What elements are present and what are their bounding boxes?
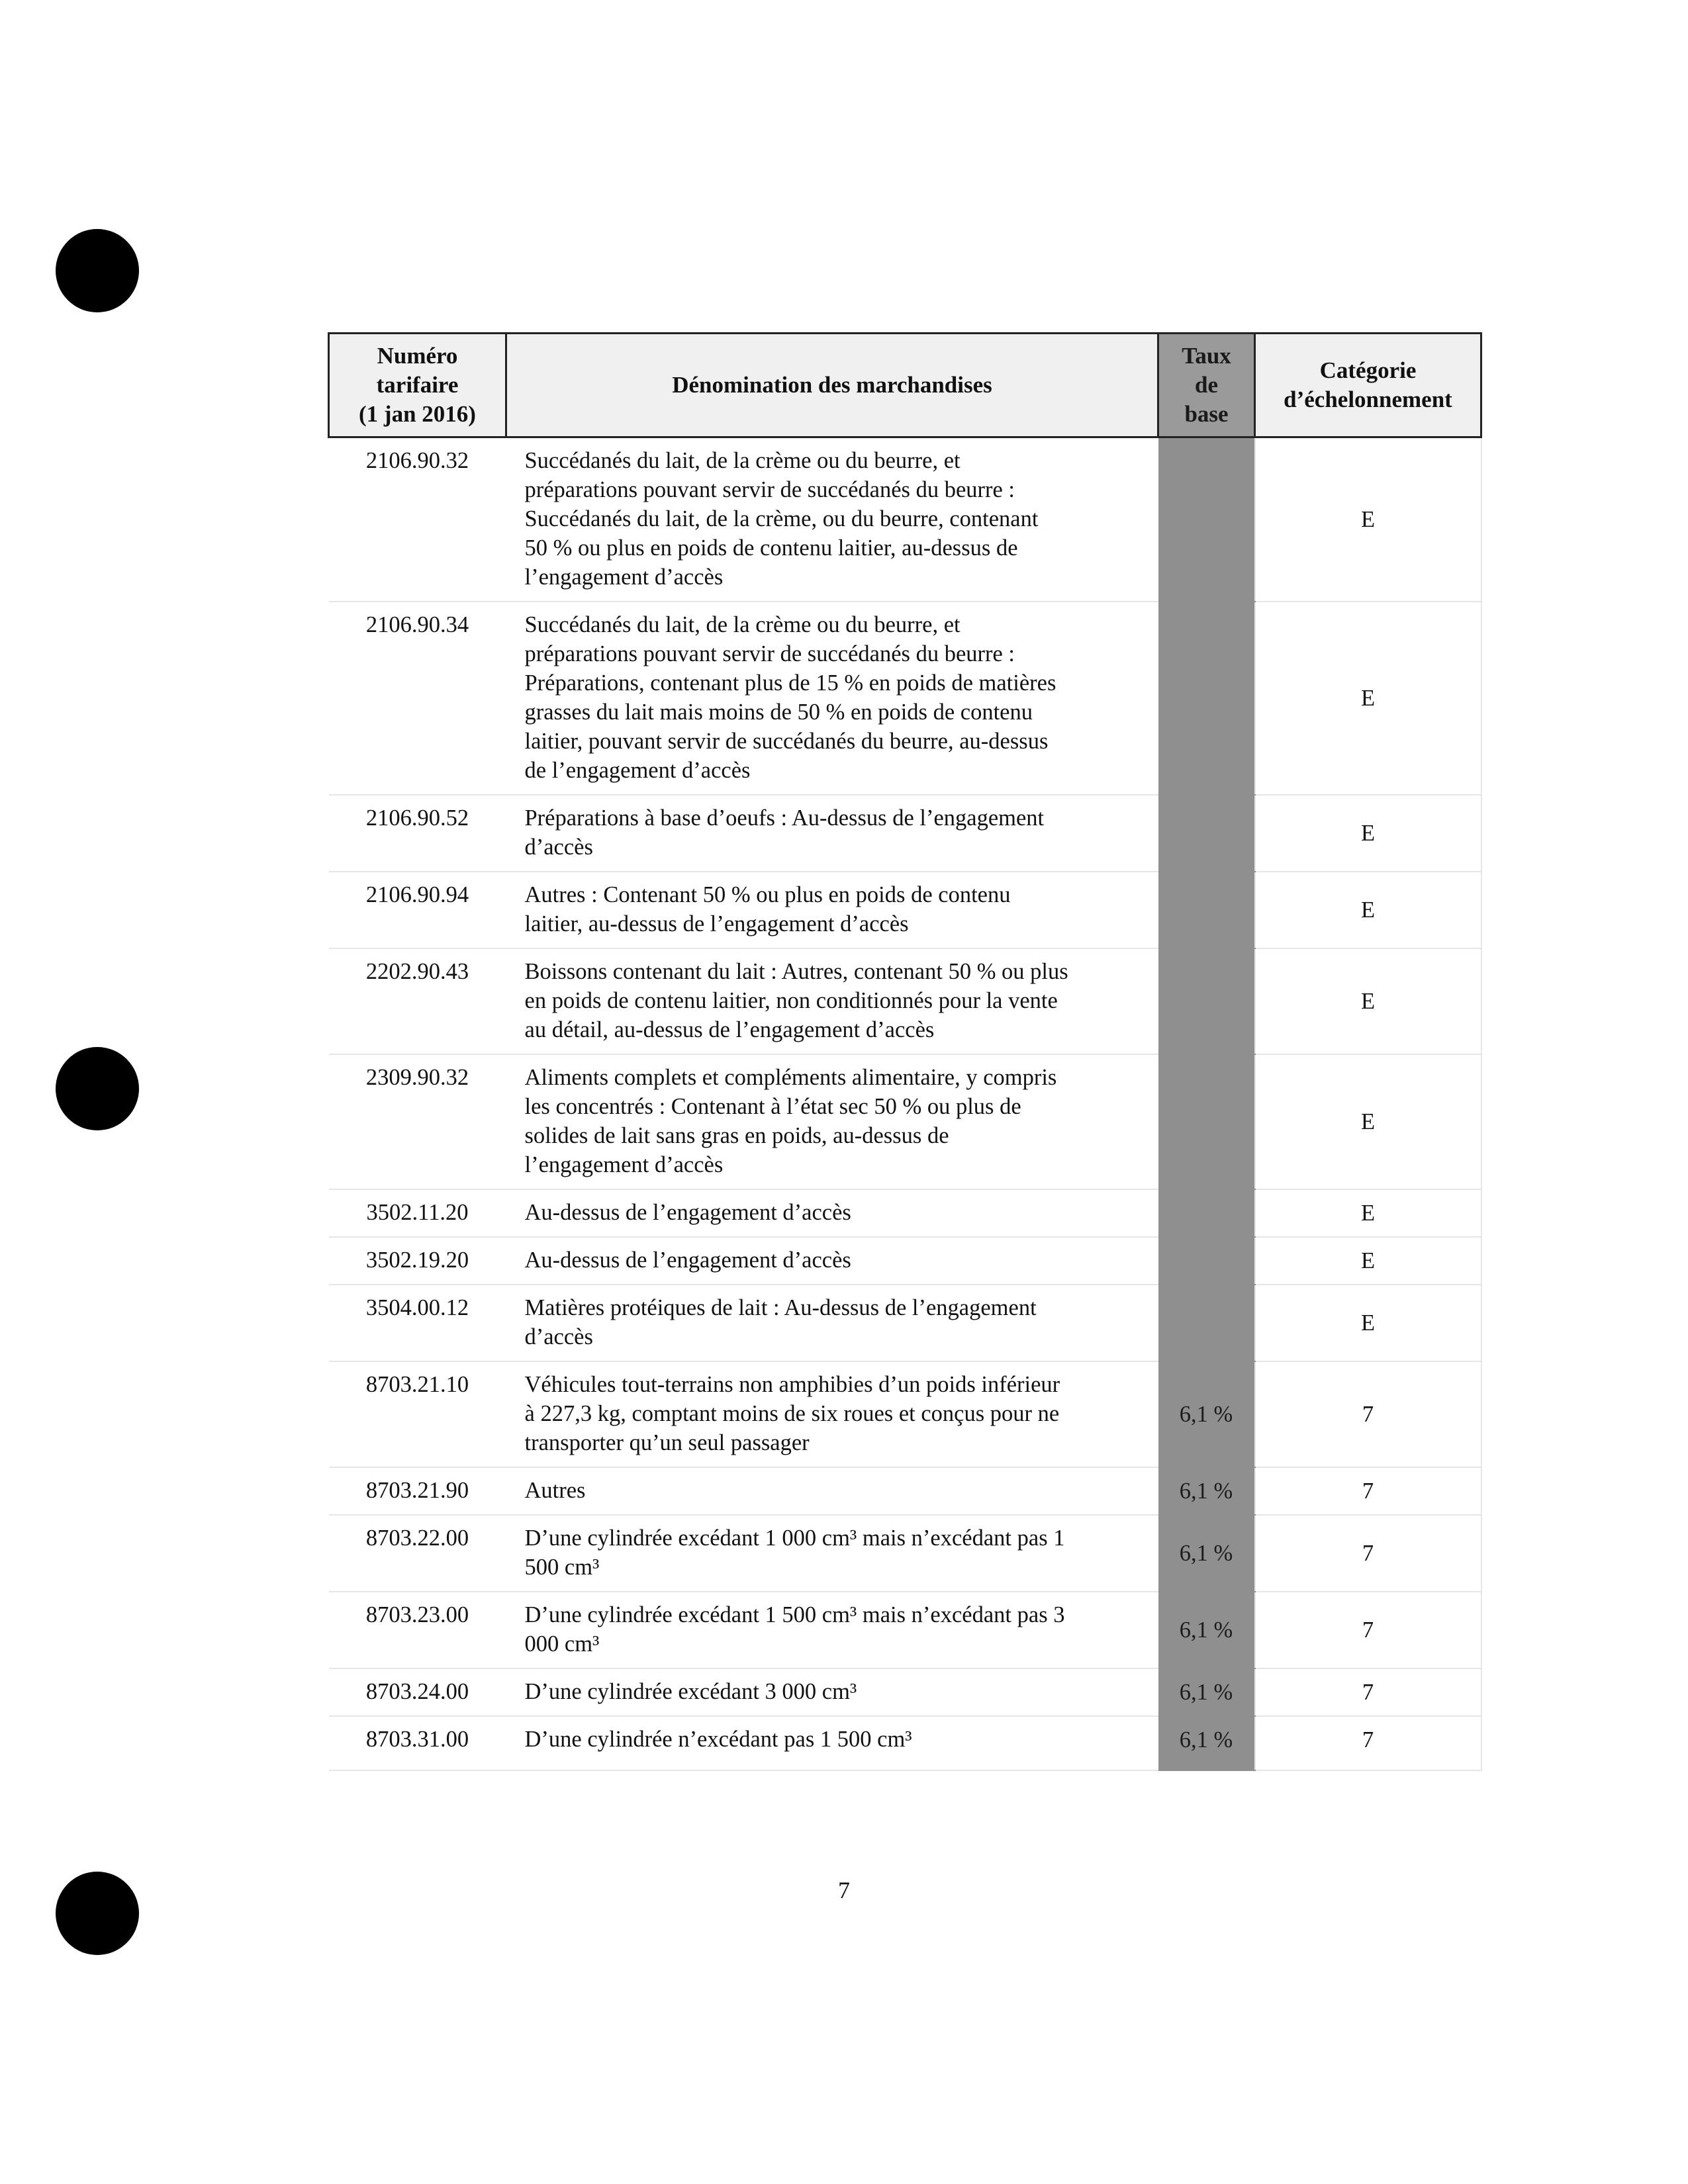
description-line: Autres : Contenant 50 % ou plus en poids de contenu — [524, 882, 1011, 907]
description-line: Autres — [524, 1478, 586, 1503]
description-line: Au-dessus de l’engagement d’accès — [524, 1200, 851, 1225]
tariff-number-cell: 3504.00.12 — [329, 1285, 506, 1361]
header-line: de — [1195, 372, 1218, 398]
description-cell — [506, 795, 1158, 872]
base-rate-cell — [1158, 602, 1255, 795]
description-line: 50 % ou plus en poids de contenu laitier, au-dessus de — [524, 535, 1018, 561]
base-rate-cell: 6,1 % — [1158, 1467, 1255, 1515]
base-rate-cell — [1158, 1285, 1255, 1361]
binder-hole — [56, 1047, 139, 1130]
table-row — [329, 1054, 1481, 1189]
table-row — [329, 1361, 1481, 1467]
staging-category-cell: E — [1255, 795, 1481, 872]
description-cell — [506, 872, 1158, 948]
description-line: en poids de contenu laitier, non conditionnés pour la vente — [524, 988, 1058, 1013]
header-line: Taux — [1182, 343, 1231, 369]
header-line: d’échelonnement — [1284, 387, 1452, 412]
staging-category-cell: E — [1255, 602, 1481, 795]
base-rate-cell — [1158, 872, 1255, 948]
tariff-number-cell: 2106.90.94 — [329, 872, 506, 948]
description-line: de l’engagement d’accès — [524, 758, 751, 783]
description-line: Véhicules tout-terrains non amphibies d’un poids inférieur — [524, 1372, 1060, 1397]
description-line: laitier, au-dessus de l’engagement d’accès — [524, 911, 909, 936]
staging-category-cell: E — [1255, 437, 1481, 602]
description-line: D’une cylindrée n’excédant pas 1 500 cm³ — [524, 1727, 912, 1752]
description-line: 500 cm³ — [524, 1555, 600, 1580]
tariff-number-cell: 8703.31.00 — [329, 1716, 506, 1770]
staging-category-cell: E — [1255, 948, 1481, 1054]
header-tariff-number — [329, 334, 506, 437]
description-cell — [506, 1592, 1158, 1668]
description-line: d’accès — [524, 1324, 593, 1349]
base-rate-cell: 6,1 % — [1158, 1716, 1255, 1770]
base-rate-cell — [1158, 1237, 1255, 1285]
staging-category-cell: 7 — [1255, 1592, 1481, 1668]
description-line: Aliments complets et compléments alimentaire, y compris — [524, 1065, 1057, 1090]
header-staging-category — [1255, 334, 1481, 437]
header-line: (1 jan 2016) — [359, 401, 476, 427]
header-base-rate — [1158, 334, 1255, 437]
description-cell — [506, 437, 1158, 602]
description-line: Au-dessus de l’engagement d’accès — [524, 1248, 851, 1273]
description-cell — [506, 1054, 1158, 1189]
base-rate-cell — [1158, 1189, 1255, 1237]
tariff-number-cell: 8703.21.10 — [329, 1361, 506, 1467]
description-line: préparations pouvant servir de succédanés du beurre : — [524, 641, 1015, 666]
table-row — [329, 1237, 1481, 1285]
description-line: D’une cylindrée excédant 3 000 cm³ — [524, 1679, 857, 1704]
description-line: les concentrés : Contenant à l’état sec 50 % ou plus de — [524, 1094, 1021, 1119]
staging-category-cell: 7 — [1255, 1361, 1481, 1467]
base-rate-cell: 6,1 % — [1158, 1668, 1255, 1716]
description-line: transporter qu’un seul passager — [524, 1430, 810, 1455]
table-row — [329, 1285, 1481, 1361]
description-line: 000 cm³ — [524, 1631, 600, 1657]
table-row — [329, 795, 1481, 872]
description-cell — [506, 1361, 1158, 1467]
staging-category-cell: E — [1255, 872, 1481, 948]
base-rate-cell — [1158, 1054, 1255, 1189]
table-row — [329, 1515, 1481, 1592]
description-line: Succédanés du lait, de la crème ou du beurre, et — [524, 612, 961, 637]
tariff-number-cell: 2106.90.52 — [329, 795, 506, 872]
tariff-number-cell: 2106.90.34 — [329, 602, 506, 795]
description-line: l’engagement d’accès — [524, 1152, 724, 1177]
description-line: Boissons contenant du lait : Autres, contenant 50 % ou plus — [524, 959, 1068, 984]
table-row — [329, 872, 1481, 948]
description-cell — [506, 1285, 1158, 1361]
base-rate-cell — [1158, 948, 1255, 1054]
staging-category-cell: E — [1255, 1285, 1481, 1361]
description-line: grasses du lait mais moins de 50 % en poids de contenu — [524, 700, 1033, 725]
header-line: tarifaire — [376, 372, 459, 398]
description-line: Succédanés du lait, de la crème ou du beurre, et — [524, 448, 961, 473]
base-rate-cell — [1158, 795, 1255, 872]
tariff-number-cell: 8703.24.00 — [329, 1668, 506, 1716]
tariff-table — [328, 332, 1482, 1771]
description-cell — [506, 602, 1158, 795]
description-line: préparations pouvant servir de succédanés du beurre : — [524, 477, 1015, 502]
description-line: à 227,3 kg, comptant moins de six roues et conçus pour ne — [524, 1401, 1060, 1426]
tariff-number-cell: 2202.90.43 — [329, 948, 506, 1054]
header-line: Catégorie — [1319, 357, 1417, 383]
table-row — [329, 602, 1481, 795]
table-row — [329, 437, 1481, 602]
staging-category-cell: 7 — [1255, 1515, 1481, 1592]
tariff-number-cell: 8703.22.00 — [329, 1515, 506, 1592]
binder-hole — [56, 229, 139, 312]
description-line: l’engagement d’accès — [524, 565, 724, 590]
tariff-number-cell: 8703.21.90 — [329, 1467, 506, 1515]
header-line: Numéro — [377, 343, 458, 369]
table-row — [329, 1467, 1481, 1515]
description-cell — [506, 1467, 1158, 1515]
description-cell — [506, 1189, 1158, 1237]
base-rate-cell: 6,1 % — [1158, 1592, 1255, 1668]
description-line: laitier, pouvant servir de succédanés du beurre, au-dessus — [524, 729, 1049, 754]
staging-category-cell: E — [1255, 1189, 1481, 1237]
description-cell — [506, 1515, 1158, 1592]
staging-category-cell: 7 — [1255, 1668, 1481, 1716]
staging-category-cell: E — [1255, 1237, 1481, 1285]
description-cell — [506, 1716, 1158, 1770]
table-row — [329, 1592, 1481, 1668]
staging-category-cell: E — [1255, 1054, 1481, 1189]
description-cell — [506, 948, 1158, 1054]
description-cell — [506, 1237, 1158, 1285]
table-row — [329, 948, 1481, 1054]
description-line: d’accès — [524, 835, 593, 860]
base-rate-cell: 6,1 % — [1158, 1361, 1255, 1467]
staging-category-cell: 7 — [1255, 1716, 1481, 1770]
tariff-number-cell: 2309.90.32 — [329, 1054, 506, 1189]
tariff-number-cell: 3502.19.20 — [329, 1237, 506, 1285]
description-line: au détail, au-dessus de l’engagement d’accès — [524, 1017, 935, 1042]
table-row — [329, 1716, 1481, 1770]
base-rate-cell — [1158, 437, 1255, 602]
table-row — [329, 1189, 1481, 1237]
description-line: D’une cylindrée excédant 1 000 cm³ mais n’excédant pas 1 — [524, 1525, 1065, 1551]
description-cell — [506, 1668, 1158, 1716]
description-line: Préparations, contenant plus de 15 % en poids de matières — [524, 670, 1056, 696]
tariff-number-cell: 3502.11.20 — [329, 1189, 506, 1237]
tariff-number-cell: 8703.23.00 — [329, 1592, 506, 1668]
table-header-row — [329, 334, 1481, 437]
base-rate-cell: 6,1 % — [1158, 1515, 1255, 1592]
description-line: D’une cylindrée excédant 1 500 cm³ mais n’excédant pas 3 — [524, 1602, 1065, 1627]
description-line: solides de lait sans gras en poids, au-dessus de — [524, 1123, 949, 1148]
description-line: Matières protéiques de lait : Au-dessus de l’engagement — [524, 1295, 1037, 1320]
page-number: 7 — [838, 1877, 850, 1903]
tariff-number-cell: 2106.90.32 — [329, 437, 506, 602]
staging-category-cell: 7 — [1255, 1467, 1481, 1515]
header-description: Dénomination des marchandises — [506, 334, 1158, 437]
table-row — [329, 1668, 1481, 1716]
table-body — [329, 437, 1481, 1771]
description-line: Préparations à base d’oeufs : Au-dessus de l’engagement — [524, 805, 1045, 831]
header-line: base — [1184, 401, 1229, 427]
description-line: Succédanés du lait, de la crème, ou du beurre, contenant — [524, 506, 1039, 531]
